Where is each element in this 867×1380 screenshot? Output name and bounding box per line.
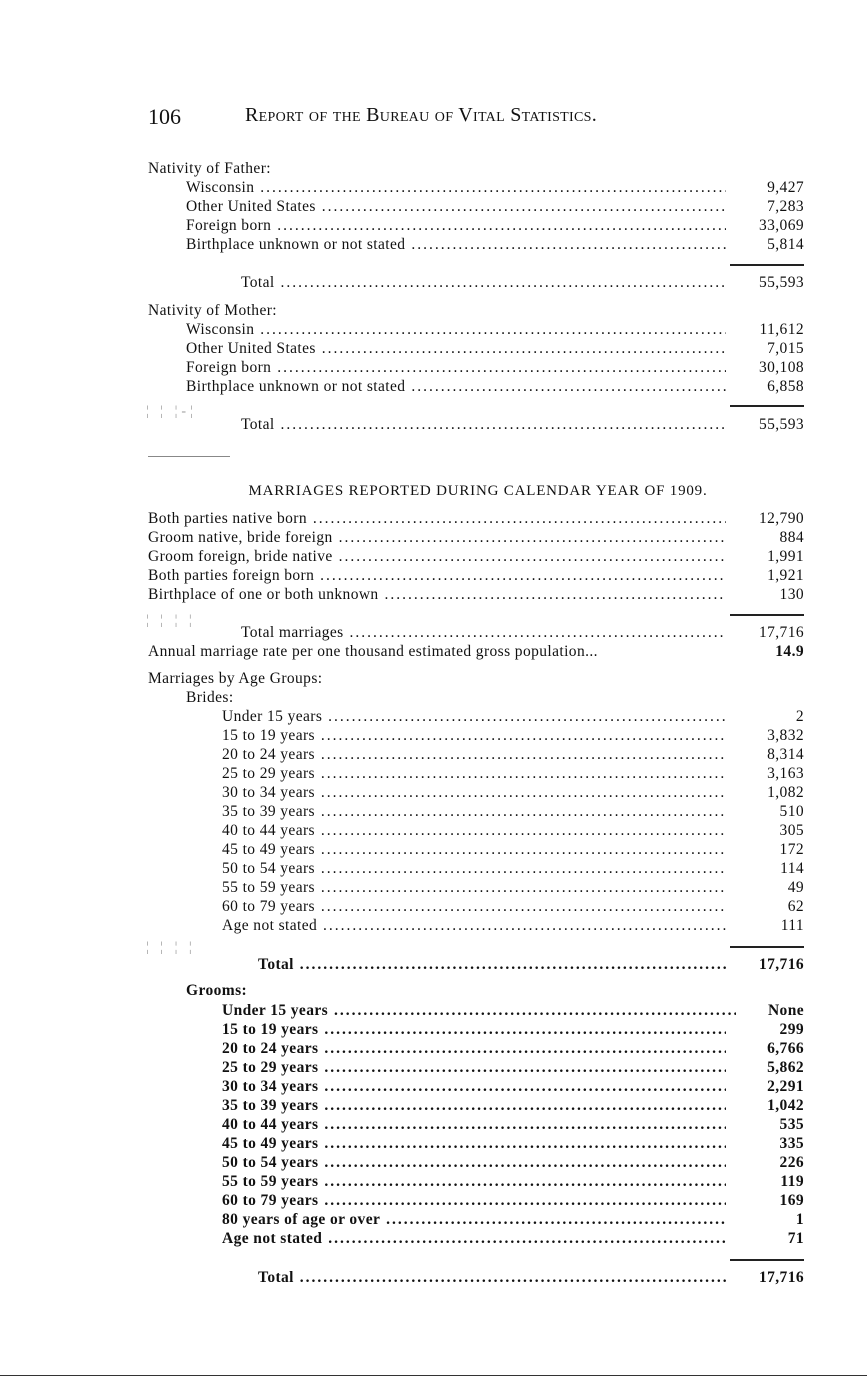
section-heading-mother: Nativity of Mother:	[148, 302, 277, 319]
table-row: Birthplace unknown or not stated ..... 6,858	[0, 377, 867, 396]
total-rule	[730, 405, 804, 407]
table-row: 25 to 29 years ..... 5,862	[0, 1058, 867, 1077]
table-row: 50 to 54 years ..... 226	[0, 1153, 867, 1172]
table-row: Foreign born ..... 33,069	[0, 216, 867, 235]
table-row: Wisconsin ..... 9,427	[0, 178, 867, 197]
table-row: 40 to 44 years ..... 305	[0, 821, 867, 840]
section-title-marriages: MARRIAGES REPORTED DURING CALENDAR YEAR OF 1909.	[248, 483, 708, 499]
table-row: 60 to 79 years ..... 169	[0, 1191, 867, 1210]
table-row: Age not stated ..... 71	[0, 1229, 867, 1248]
total-rule	[730, 264, 804, 266]
page-edge	[0, 1375, 867, 1376]
subsection-heading-brides: Brides:	[186, 689, 234, 706]
section-heading-father: Nativity of Father:	[148, 160, 271, 177]
table-row: 55 to 59 years ..... 119	[0, 1172, 867, 1191]
total-rule	[730, 946, 804, 948]
table-row: 35 to 39 years ..... 1,042	[0, 1096, 867, 1115]
total-rule	[730, 1259, 804, 1261]
marriage-rate-row: Annual marriage rate per one thousand estimated gross population... 14.9	[148, 643, 804, 660]
table-row: Both parties native born ..... 12,790	[0, 509, 867, 528]
table-row: 60 to 79 years ..... 62	[0, 897, 867, 916]
table-row: Under 15 years ..... None	[0, 1001, 867, 1020]
table-row: 20 to 24 years ..... 6,766	[0, 1039, 867, 1058]
table-row: Age not stated ..... 111	[0, 916, 867, 935]
table-row: Foreign born ..... 30,108	[0, 358, 867, 377]
table-row: 35 to 39 years ..... 510	[0, 802, 867, 821]
total-row: Total ..... 17,716	[0, 1268, 867, 1287]
table-row: 30 to 34 years ..... 1,082	[0, 783, 867, 802]
table-row: Other United States ..... 7,015	[0, 339, 867, 358]
table-row: 40 to 44 years ..... 535	[0, 1115, 867, 1134]
print-marks: ¦ ¦ ¦-¦	[146, 404, 197, 419]
print-marks: ¦ ¦ ¦ ¦	[146, 613, 196, 628]
page-number: 106	[148, 104, 181, 129]
running-title: Report of the Bureau of Vital Statistics.	[245, 104, 597, 126]
table-row: Other United States ..... 7,283	[0, 197, 867, 216]
total-row: Total marriages ..... 17,716	[0, 623, 867, 642]
table-row: Groom foreign, bride native ..... 1,991	[0, 547, 867, 566]
print-marks: ¦ ¦ ¦ ¦	[146, 940, 196, 955]
table-row: Both parties foreign born ..... 1,921	[0, 566, 867, 585]
table-row: 45 to 49 years ..... 335	[0, 1134, 867, 1153]
section-heading-age-groups: Marriages by Age Groups:	[148, 670, 323, 687]
table-row: 50 to 54 years ..... 114	[0, 859, 867, 878]
total-row: Total ..... 55,593	[0, 415, 867, 434]
table-row: Groom native, bride foreign ..... 884	[0, 528, 867, 547]
table-row: Under 15 years ..... 2	[0, 707, 867, 726]
table-row: 15 to 19 years ..... 299	[0, 1020, 867, 1039]
table-row: 80 years of age or over ..... 1	[0, 1210, 867, 1229]
table-row: Birthplace of one or both unknown ..... 130	[0, 585, 867, 604]
table-row: 55 to 59 years ..... 49	[0, 878, 867, 897]
divider	[148, 456, 230, 457]
page-header	[148, 104, 808, 130]
total-row: Total ..... 17,716	[0, 955, 867, 974]
table-row: Wisconsin ..... 11,612	[0, 320, 867, 339]
table-row: 30 to 34 years ..... 2,291	[0, 1077, 867, 1096]
table-row: 15 to 19 years ..... 3,832	[0, 726, 867, 745]
table-row: 25 to 29 years ..... 3,163	[0, 764, 867, 783]
total-rule	[730, 614, 804, 616]
table-row: 45 to 49 years ..... 172	[0, 840, 867, 859]
total-row: Total ..... 55,593	[0, 273, 867, 292]
table-row: 20 to 24 years ..... 8,314	[0, 745, 867, 764]
table-row: Birthplace unknown or not stated ..... 5,814	[0, 235, 867, 254]
subsection-heading-grooms: Grooms:	[186, 982, 248, 999]
